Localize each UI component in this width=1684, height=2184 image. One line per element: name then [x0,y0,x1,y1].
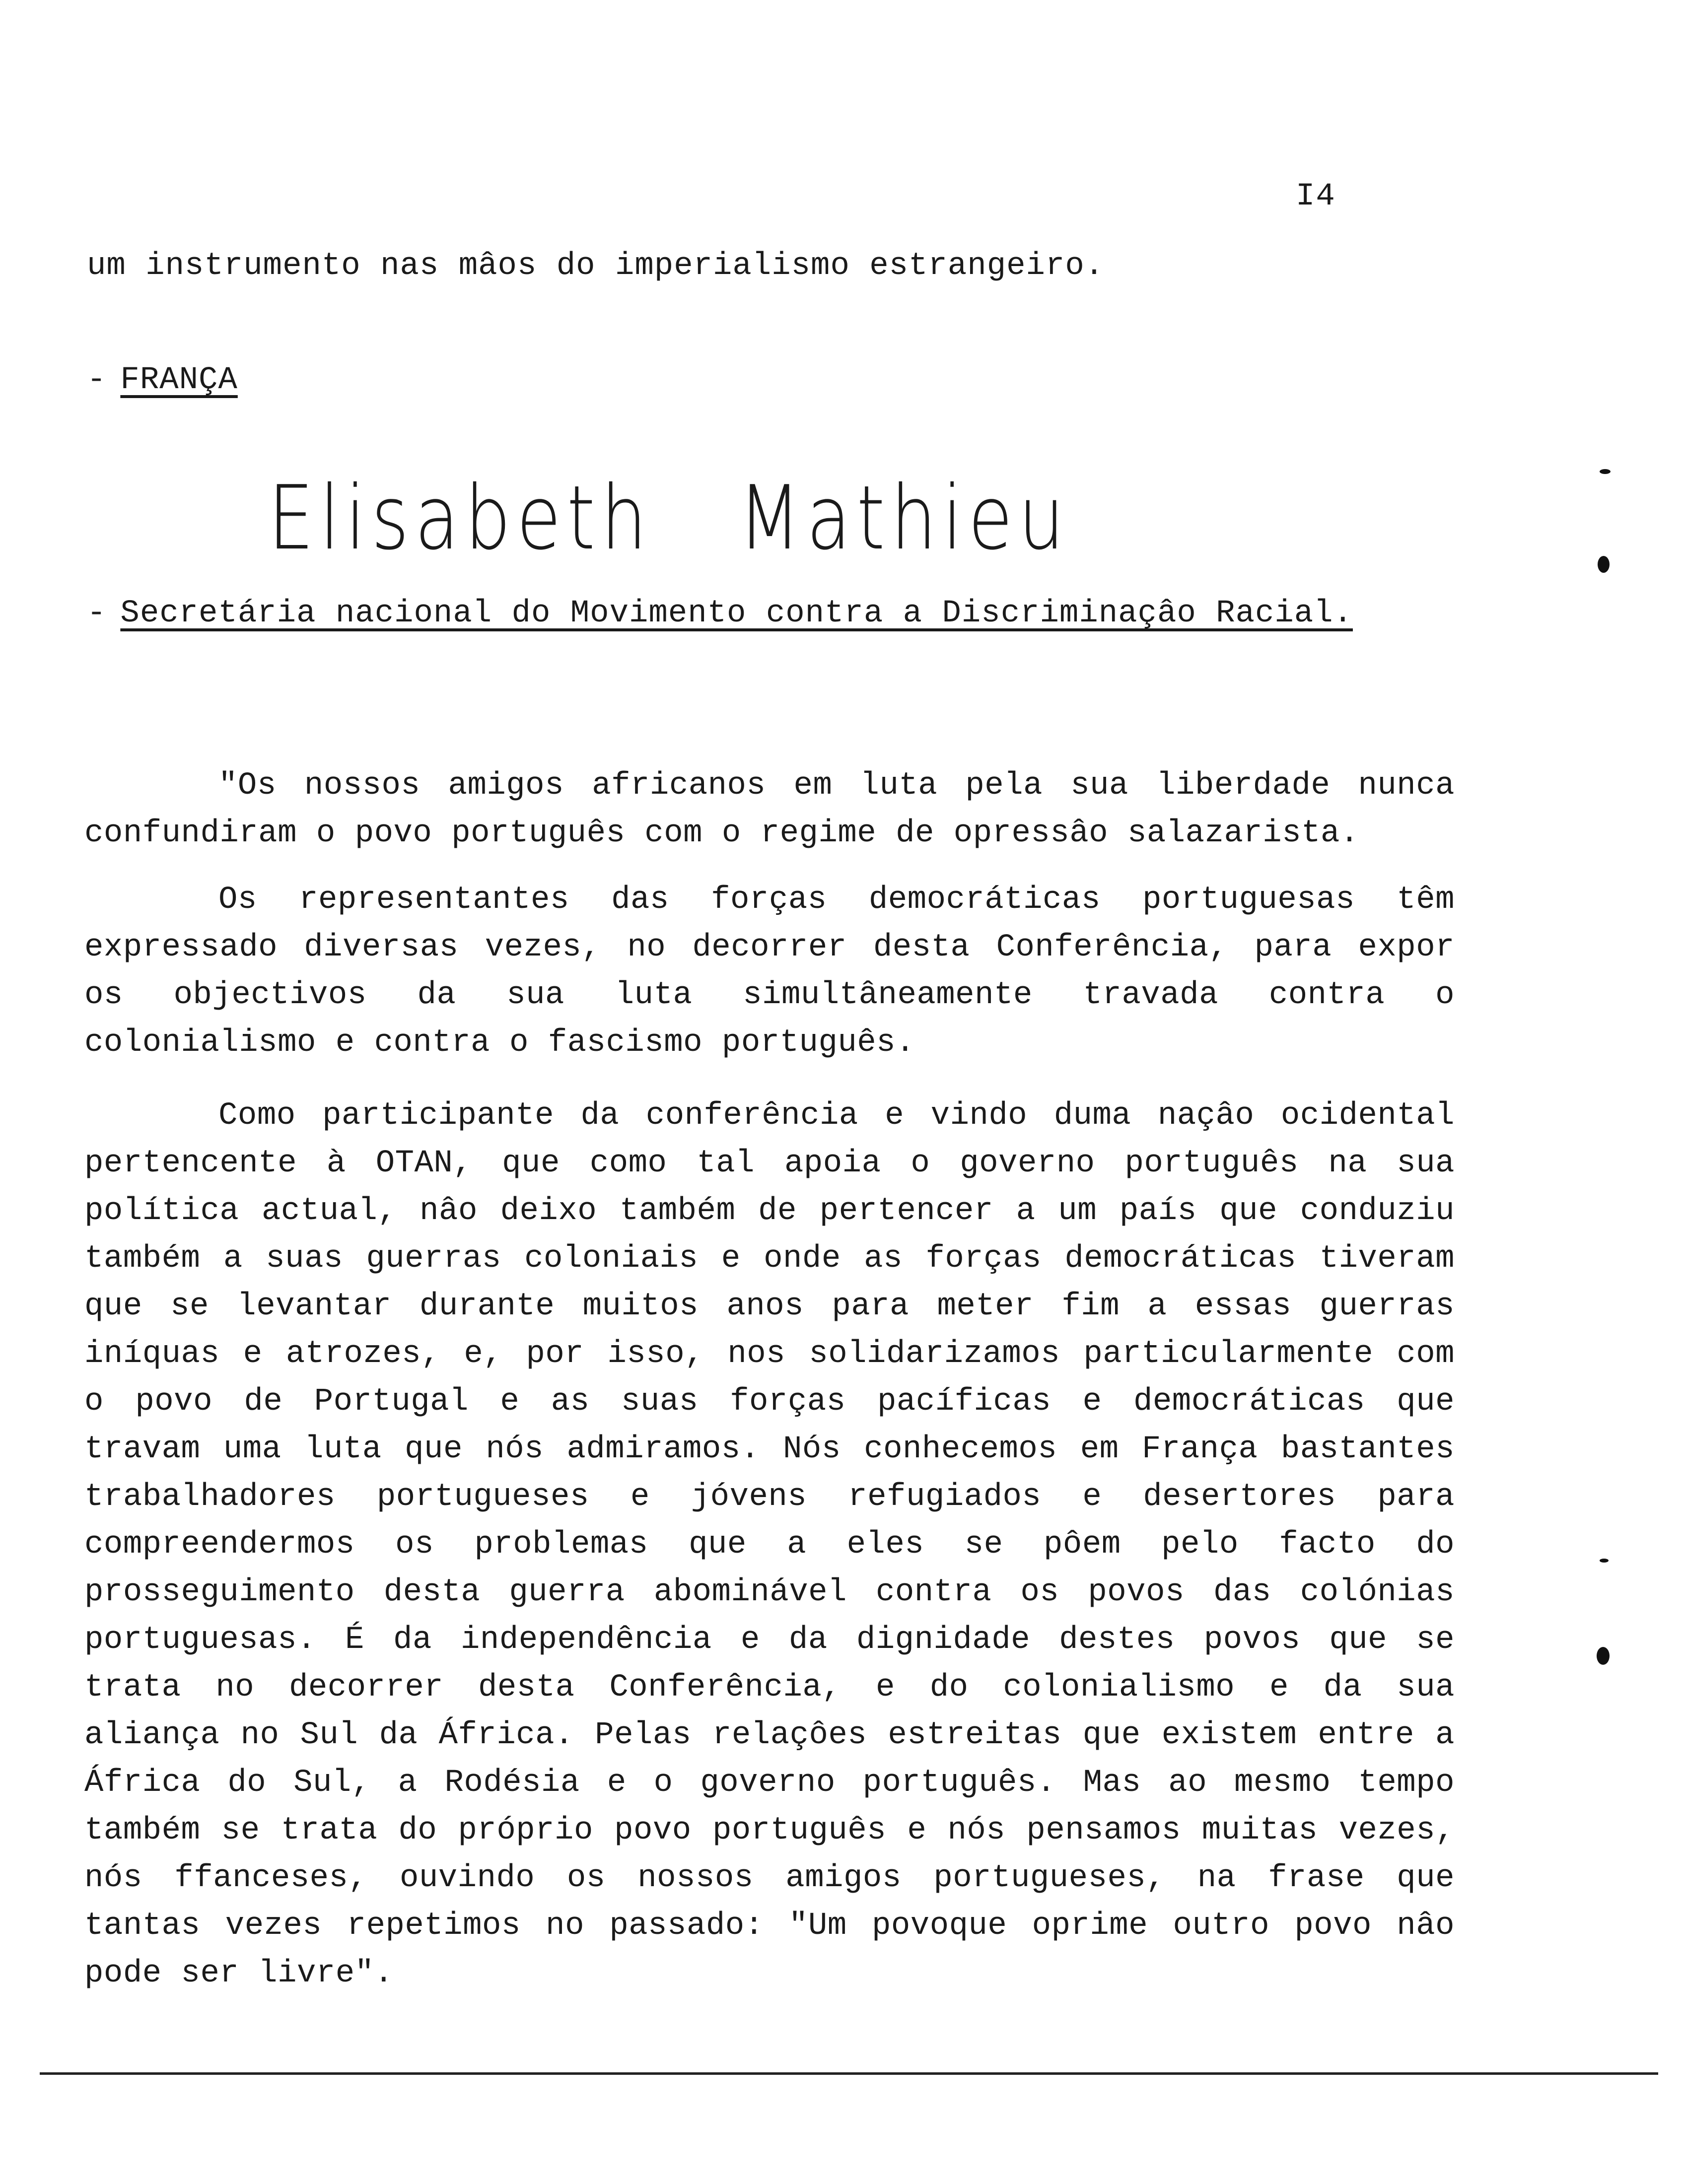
paragraph-1: "Os nossos amigos africanos em luta pela sua liberdade nunca confundiram o povo português com o regime de opressâo salazarista. [84,768,1455,851]
punch-mark [1600,1559,1609,1563]
paragraph-3: Como participante da conferência e vindo duma naçâo ocidental pertencente à OTAN, que como tal apoia o governo português na sua política actual, nâo deixo também de pertencer a um país que conduziu também a suas guerras coloniais e onde as forças democráticas tiveram que se levantar durante muitos anos para meter fim a essas guerras iníquas e atrozes, e, por isso, nos solidarizamos particularmente com o povo de Portugal e as suas forças pacíficas e democráticas que travam uma luta que nós admiramos. Nós conhecemos em França bastantes trabalhadores portugueses e jóvens refugiados e desertores para compreendermos os problemas que a eles se pôem pelo facto do prosseguimento desta guerra abominável contra os povos das colónias portuguesas. É da independência e da dignidade destes povos que se trata no decorrer desta Conferência, e do colonialismo e da sua aliança no Sul da África. Pelas relaçôes estreitas que existem entre a África do Sul, a Rodésia e o governo português. Mas ao mesmo tempo também se trata do próprio povo português e nós pensamos muitas vezes, nós ffanceses, ouvindo os nossos amigos portugueses, na frase que tantas vezes repetimos no passado: "Um povoque oprime outro povo nâo pode ser livre". [84,1098,1455,1991]
continuation-line: um instrumento nas mâos do imperialismo estrangeiro. [87,248,1105,284]
page-number: I4 [1296,179,1336,214]
punch-hole [1598,556,1610,573]
country-name: FRANÇA [120,362,238,398]
role-dash: - [87,596,107,631]
role-text: Secretária nacional do Movimento contra a Discriminaçâo Racial. [120,596,1353,631]
country-dash: - [87,362,107,398]
punch-mark [1600,469,1611,474]
punch-hole [1597,1647,1610,1665]
speaker-role [87,596,1353,631]
country-heading [87,362,238,398]
bottom-rule [40,2072,1658,2075]
paragraph-2: Os representantes das forças democráticas portuguesas têm expressado diversas vezes, no decorrer desta Conferência, para expor os objectivos da sua luta simultâneamente travada contra o colonialismo e contra o fascismo português. [84,882,1455,1061]
speaker-name-stamp: Elisabeth Mathieu [268,467,1070,569]
